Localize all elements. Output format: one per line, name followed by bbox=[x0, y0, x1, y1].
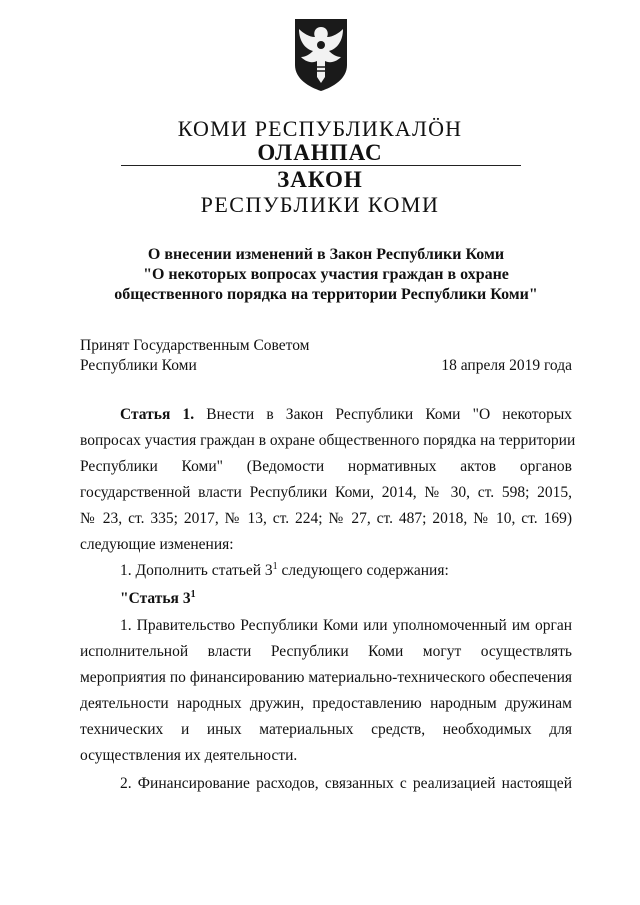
coat-of-arms-icon bbox=[293, 17, 349, 93]
article-1-line: № 23, ст. 335; 2017, № 13, ст. 224; № 27, ст. 487; 2018, № 10, ст. 169) bbox=[80, 510, 572, 527]
article-1-line: следующие изменения: bbox=[80, 536, 234, 553]
adoption-line: Республики Коми bbox=[80, 357, 197, 374]
title-line: "О некоторых вопросах участия граждан в охране bbox=[143, 266, 509, 283]
new-article-p1-line: 1. Правительство Республики Коми или уполномоченный им орган bbox=[120, 617, 572, 634]
article-1-item-1: 1. Дополнить статьей $3^1$ следующего содержания: bbox=[120, 560, 449, 579]
header-divider bbox=[121, 165, 521, 166]
adoption-line: Принят Государственным Советом bbox=[80, 337, 310, 354]
title-line: общественного порядка на территории Республики Коми" bbox=[114, 286, 538, 303]
new-article-p1-line: исполнительной власти Республики Коми могут осуществлять bbox=[80, 643, 572, 660]
article-1-line: Республики Коми" (Ведомости нормативных актов органов bbox=[80, 458, 572, 475]
new-article-p1-line: мероприятия по финансированию материально-технического обеспечения bbox=[80, 669, 572, 686]
header-zakon: ЗАКОН bbox=[277, 167, 363, 192]
document-title bbox=[80, 245, 572, 305]
new-article-label: "Статья $3^1$ bbox=[120, 588, 196, 607]
document-body bbox=[80, 402, 576, 798]
adoption-block bbox=[80, 336, 572, 376]
header-komi-language: КОМИ РЕСПУБЛИКАЛÖН bbox=[177, 116, 463, 141]
title-line: О внесении изменений в Закон Республики Коми bbox=[147, 246, 505, 263]
new-article-p2-line: 2. Финансирование расходов, связанных с реализацией настоящей bbox=[120, 775, 572, 792]
new-article-p1-line: деятельности народных дружин, предоставлению народным дружинам bbox=[80, 695, 572, 712]
header-republic: РЕСПУБЛИКИ КОМИ bbox=[200, 192, 440, 217]
article-1-line: вопросах участия граждан в охране общественного порядка на территории bbox=[80, 432, 576, 449]
article-1-label: Статья 1. bbox=[120, 406, 195, 423]
article-1-line: государственной власти Республики Коми, 2014, № 30, ст. 598; 2015, bbox=[80, 484, 572, 501]
new-article-p1-line: технических и иных материальных средств, необходимых для bbox=[80, 721, 572, 738]
article-1-line: Статья 1. Внести в Закон Республики Коми "О некоторых bbox=[120, 406, 573, 423]
header-olanpas: ОЛАНПАС bbox=[257, 140, 383, 165]
adoption-date: 18 апреля 2019 года bbox=[441, 357, 572, 374]
new-article-p1-line: осуществления их деятельности. bbox=[80, 747, 298, 764]
